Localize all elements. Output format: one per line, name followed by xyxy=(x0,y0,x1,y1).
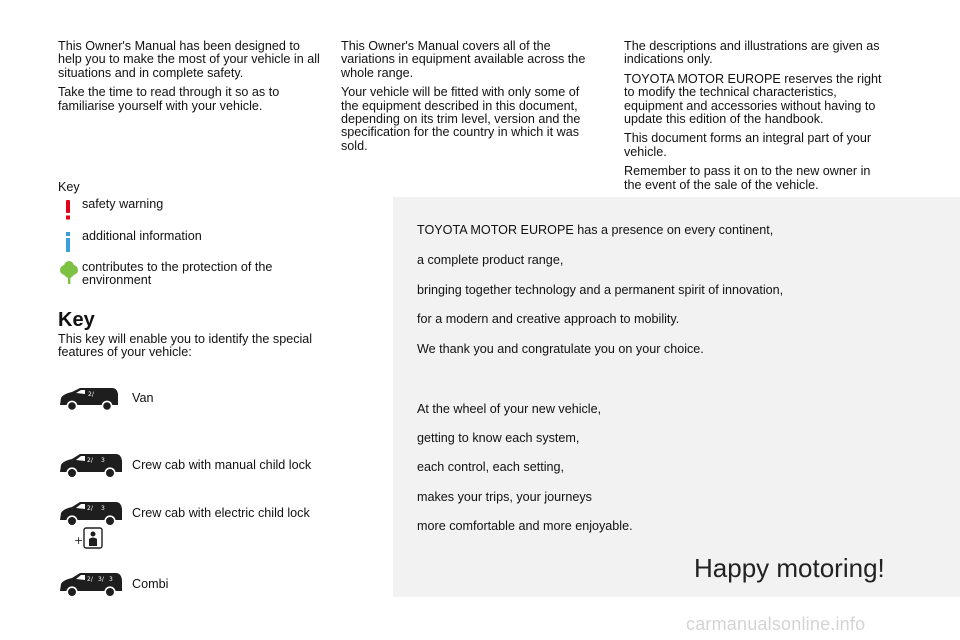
panel-line: We thank you and congratulate you on your choice. xyxy=(417,342,704,356)
paragraph: Your vehicle will be fitted with only some of the equipment described in this document, depending on its trim level, version and the specification for the country in which it was sold. xyxy=(341,85,581,153)
vehicle-label: Crew cab with electric child lock xyxy=(132,506,310,520)
panel-line: TOYOTA MOTOR EUROPE has a presence on every continent, xyxy=(417,223,774,237)
panel-line: bringing together technology and a permanent spirit of innovation, xyxy=(417,283,784,297)
svg-text:3/: 3/ xyxy=(98,576,104,583)
legend-title: Key xyxy=(58,180,80,194)
svg-text:3: 3 xyxy=(109,576,113,583)
intro-column-1 xyxy=(58,40,320,119)
paragraph: The descriptions and illustrations are given as indications only. xyxy=(624,39,880,67)
svg-text:+: + xyxy=(74,534,84,547)
closing-message: Happy motoring! xyxy=(694,553,885,583)
paragraph: This Owner's Manual covers all of the variations in equipment available across the whole range. xyxy=(341,39,586,80)
panel-line: At the wheel of your new vehicle, xyxy=(417,402,602,416)
vehicle-label: Combi xyxy=(132,577,169,591)
watermark-text: carmanualsonline.info xyxy=(686,614,866,634)
svg-text:2/: 2/ xyxy=(87,457,93,464)
intro-column-3 xyxy=(624,40,886,198)
svg-text:2/: 2/ xyxy=(87,576,93,583)
section-heading: Key xyxy=(58,309,95,331)
combi-icon xyxy=(58,571,124,599)
svg-text:3: 3 xyxy=(101,457,105,464)
leaf-icon xyxy=(58,261,80,285)
vehicle-label: Van xyxy=(132,391,154,405)
panel-line: for a modern and creative approach to mobility. xyxy=(417,312,680,326)
paragraph: This document forms an integral part of your vehicle. xyxy=(624,131,872,159)
intro-column-2 xyxy=(341,40,597,159)
svg-text:2/: 2/ xyxy=(87,505,93,512)
section-intro: This key will enable you to identify the special features of your vehicle: xyxy=(58,332,313,360)
vehicle-label: Crew cab with manual child lock xyxy=(132,458,312,472)
crew-cab-icon xyxy=(58,452,124,480)
info-icon xyxy=(58,230,78,254)
crew-cab-electric-icon xyxy=(58,500,124,552)
legend-label: additional information xyxy=(82,229,202,243)
paragraph: Take the time to read through it so as to familiarise yourself with your vehicle. xyxy=(58,85,280,113)
van-icon xyxy=(58,386,120,412)
panel-line: more comfortable and more enjoyable. xyxy=(417,519,633,533)
legend-label: contributes to the protection of the environment xyxy=(82,260,273,288)
panel-line: getting to know each system, xyxy=(417,431,580,445)
panel-line: each control, each setting, xyxy=(417,460,565,474)
exclamation-icon xyxy=(58,198,78,222)
paragraph: Remember to pass it on to the new owner in the event of the sale of the vehicle. xyxy=(624,164,871,192)
paragraph: TOYOTA MOTOR EUROPE reserves the right to modify the technical characteristics, equipment and accessories without having to update this edition of the handbook. xyxy=(624,71,882,127)
panel-line: makes your trips, your journeys xyxy=(417,490,592,504)
paragraph: This Owner's Manual has been designed to help you to make the most of your vehicle in all situations and in complete safety. xyxy=(58,39,320,80)
panel-line: a complete product range, xyxy=(417,253,564,267)
legend-label: safety warning xyxy=(82,197,164,211)
svg-text:2/: 2/ xyxy=(88,391,94,398)
svg-text:3: 3 xyxy=(101,505,105,512)
